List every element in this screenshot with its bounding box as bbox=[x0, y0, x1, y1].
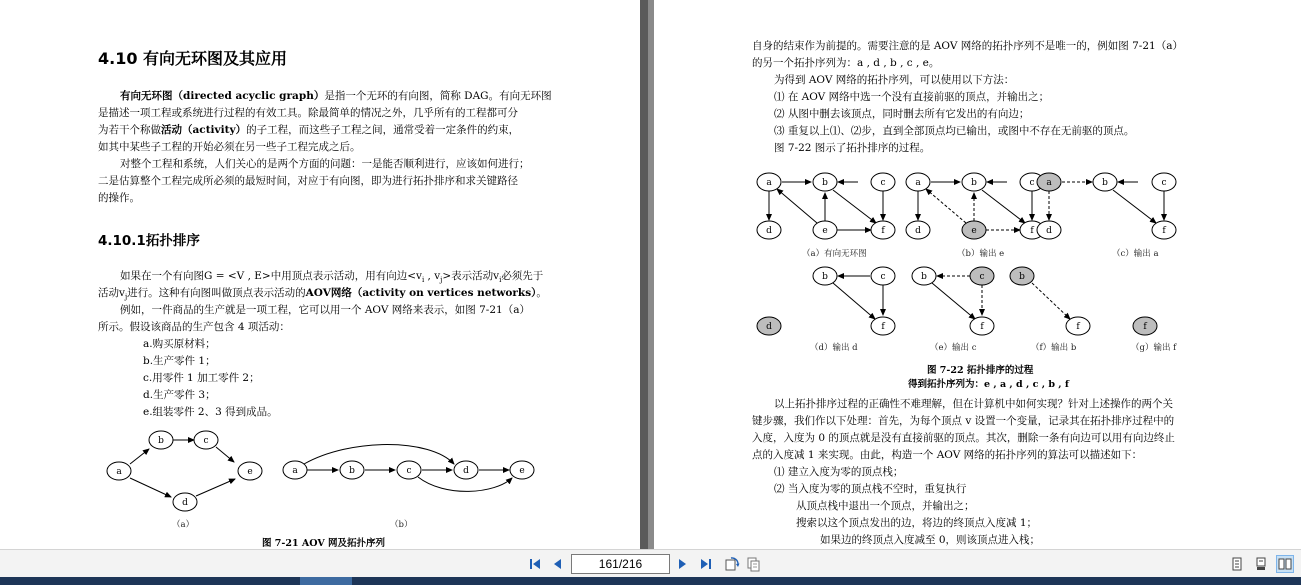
thumbnail-button[interactable] bbox=[745, 555, 763, 573]
first-page-icon bbox=[528, 557, 542, 571]
list-item: e.组装零件 2、3 得到成品。 bbox=[143, 406, 278, 418]
list-item: b.生产零件 1； bbox=[143, 355, 216, 367]
svg-text:c: c bbox=[880, 272, 886, 282]
svg-text:c: c bbox=[1029, 178, 1035, 188]
paragraph-line: 入度，入度为 0 的顶点就是没有直接前驱的顶点。其次，删除一条有向边可以用有向边终止 bbox=[752, 432, 1175, 444]
section-title: 4.10 有向无环图及其应用 bbox=[98, 49, 288, 68]
paragraph-line: 为得到 AOV 网络的拓扑序列，可以使用以下方法： bbox=[774, 74, 1015, 86]
single-page-view-button[interactable] bbox=[1228, 555, 1246, 573]
figure-sub-caption: （b） bbox=[390, 520, 413, 530]
svg-text:a: a bbox=[766, 178, 772, 188]
svg-text:b: b bbox=[822, 178, 828, 188]
svg-text:f: f bbox=[1076, 322, 1080, 332]
paragraph-line: 的另一个拓扑序列为：a , d , b , c , e。 bbox=[752, 57, 940, 69]
svg-text:d: d bbox=[766, 226, 772, 236]
figure-sub-caption: （b）输出 e bbox=[957, 249, 1005, 259]
algorithm-step: ⑴ 建立入度为零的顶点栈； bbox=[774, 466, 904, 478]
figure-caption: 图 7-22 拓扑排序的过程 bbox=[927, 365, 1034, 376]
figure-sub-caption: （a）有向无环图 bbox=[802, 249, 867, 259]
svg-text:b: b bbox=[1019, 272, 1025, 282]
paragraph-line: 以上拓扑排序过程的正确性不难理解，但在计算机中如何实现？针对上述操作的两个关 bbox=[774, 398, 1173, 410]
method-step: ⑶ 重复以上⑴、⑵步，直到全部顶点均已输出，或图中不存在无前驱的顶点。 bbox=[774, 125, 1135, 137]
two-page-view-button[interactable] bbox=[1276, 555, 1294, 573]
svg-text:a: a bbox=[915, 178, 921, 188]
last-page-icon bbox=[699, 557, 713, 571]
svg-text:a: a bbox=[1046, 178, 1052, 188]
svg-text:d: d bbox=[915, 226, 921, 236]
figure-sub-caption: （g）输出 f bbox=[1131, 343, 1177, 353]
figure-7-22 bbox=[752, 166, 1222, 366]
svg-text:b: b bbox=[971, 178, 977, 188]
svg-text:c: c bbox=[880, 178, 886, 188]
svg-text:f: f bbox=[881, 322, 885, 332]
next-page-icon bbox=[675, 557, 689, 571]
svg-text:d: d bbox=[463, 466, 469, 476]
figure-sub-caption: （d）输出 d bbox=[810, 343, 858, 353]
rotate-button[interactable] bbox=[723, 555, 741, 573]
edge-b-a-d bbox=[304, 445, 454, 465]
next-page-button[interactable] bbox=[673, 555, 691, 573]
svg-text:d: d bbox=[182, 498, 188, 508]
svg-text:f: f bbox=[1143, 322, 1147, 332]
method-step: ⑵ 从图中删去该顶点，同时删去所有它发出的有向边； bbox=[774, 108, 1030, 120]
svg-text:f: f bbox=[881, 226, 885, 236]
svg-text:c: c bbox=[1161, 178, 1167, 188]
svg-text:b: b bbox=[822, 272, 828, 282]
figure-sub-caption: （c）输出 a bbox=[1112, 249, 1159, 259]
svg-text:a: a bbox=[292, 466, 298, 476]
svg-text:b: b bbox=[1102, 178, 1108, 188]
paragraph-line: 图 7-22 图示了拓扑排序的过程。 bbox=[774, 142, 931, 154]
continuous-icon bbox=[1254, 557, 1268, 571]
os-taskbar bbox=[0, 577, 1301, 585]
algorithm-step: 搜索以这个顶点发出的边，将边的终顶点入度减 1； bbox=[796, 517, 1038, 529]
paragraph-line: 活动$v_j$进行。这种有向图叫做顶点表示活动的AOV网络（activity on vertices networks）。 bbox=[98, 287, 547, 302]
svg-text:f: f bbox=[1162, 226, 1166, 236]
paragraph-line: 键步骤，我们作以下处理：首先，为每个顶点 v 设置一个变量，记录其在拓扑排序过程中的 bbox=[752, 415, 1175, 427]
svg-text:f: f bbox=[1030, 226, 1034, 236]
svg-text:b: b bbox=[158, 436, 164, 446]
figure-sub-caption: （f）输出 b bbox=[1031, 343, 1077, 353]
paragraph-line: 如果在一个有向图G = <V , E>中用顶点表示活动，用有向边$<v_i$ , $v_j>$表示活动$v_i$必须先于 bbox=[120, 270, 544, 285]
svg-text:e: e bbox=[822, 226, 828, 236]
svg-text:e: e bbox=[519, 466, 525, 476]
svg-text:d: d bbox=[766, 322, 772, 332]
continuous-view-button[interactable] bbox=[1252, 555, 1270, 573]
svg-text:a: a bbox=[116, 467, 122, 477]
algorithm-step: 如果边的终顶点入度减至 0，则该顶点进入栈； bbox=[820, 534, 1041, 546]
edge-d-e bbox=[196, 479, 235, 496]
svg-text:b: b bbox=[921, 272, 927, 282]
figure-sub-caption: （e）输出 c bbox=[930, 343, 977, 353]
prev-page-icon bbox=[551, 557, 565, 571]
figure-caption-sequence: 得到拓扑序列为：e , a , d , c , b , f bbox=[908, 379, 1069, 390]
last-page-button[interactable] bbox=[697, 555, 715, 573]
first-page-button[interactable] bbox=[526, 555, 544, 573]
subfigure-f bbox=[1032, 283, 1070, 319]
paragraph-line: 点的入度减 1 来实现。由此，构造一个 AOV 网络的拓扑序列的算法可以描述如下： bbox=[752, 449, 1143, 461]
method-step: ⑴ 在 AOV 网络中选一个没有直接前驱的顶点，并输出之； bbox=[774, 91, 1050, 103]
svg-text:d: d bbox=[1046, 226, 1052, 236]
paragraph-line: 是描述一项工程或系统进行过程的有效工具。除最简单的情况之外，几乎所有的工程都可分 bbox=[98, 107, 518, 119]
page-number-input[interactable]: 161/216 bbox=[571, 554, 670, 574]
thumbnail-icon bbox=[746, 556, 762, 572]
list-item: c.用零件 1 加工零件 2； bbox=[143, 372, 260, 384]
prev-page-button[interactable] bbox=[549, 555, 567, 573]
edge-a-b bbox=[130, 449, 149, 464]
paragraph-line: 为若干个称做活动（activity）的子工程，而这些子工程之间，通常受着一定条件的约束， bbox=[98, 124, 520, 136]
paragraph-line: 二是估算整个工程完成所必须的最短时间，对应于有向图，即为进行拓扑排序和求关键路径 bbox=[98, 175, 518, 187]
svg-text:c: c bbox=[203, 436, 209, 446]
paragraph-line: 如其中某些子工程的开始必须在另一些子工程完成之后。 bbox=[98, 141, 361, 153]
paragraph-line: 自身的结束作为前提的。需要注意的是 AOV 网络的拓扑序列不是唯一的，例如图 7-21（a） bbox=[752, 40, 1183, 52]
figure-sub-caption: （a） bbox=[172, 520, 195, 530]
paragraph-line: 有向无环图（directed acyclic graph）是指一个无环的有向图，简称 DAG。有向无环图 bbox=[120, 90, 552, 102]
single-page-icon bbox=[1230, 557, 1244, 571]
paragraph-line: 的操作。 bbox=[98, 192, 140, 204]
paragraph-line: 所示。假设该商品的生产包含 4 项活动： bbox=[98, 321, 290, 333]
list-item: a.购买原材料； bbox=[143, 338, 216, 350]
figure-7-21 bbox=[100, 424, 550, 520]
svg-text:f: f bbox=[980, 322, 984, 332]
subsection-title: 4.10.1拓扑排序 bbox=[98, 233, 200, 249]
edge-a-d bbox=[130, 478, 171, 497]
algorithm-step: ⑵ 当入度为零的顶点栈不空时，重复执行 bbox=[774, 483, 967, 495]
svg-text:c: c bbox=[979, 272, 985, 282]
svg-text:c: c bbox=[406, 466, 412, 476]
svg-text:b: b bbox=[349, 466, 355, 476]
right-page bbox=[654, 0, 1301, 549]
paragraph-line: 对整个工程和系统，人们关心的是两个方面的问题：一是能否顺利进行，应该如何进行； bbox=[120, 158, 530, 170]
two-page-icon bbox=[1278, 557, 1292, 571]
edge-c-e bbox=[216, 447, 234, 462]
list-item: d.生产零件 3； bbox=[143, 389, 216, 401]
svg-text:e: e bbox=[971, 226, 977, 236]
paragraph-line: 例如，一件商品的生产就是一项工程，它可以用一个 AOV 网络来表示，如图 7-21（a） bbox=[120, 304, 530, 316]
navigation-toolbar bbox=[0, 549, 1301, 577]
left-page bbox=[0, 0, 640, 549]
algorithm-step: 从顶点栈中退出一个顶点，并输出之； bbox=[796, 500, 975, 512]
rotate-icon bbox=[724, 556, 740, 572]
svg-text:e: e bbox=[247, 467, 253, 477]
taskbar-active-app[interactable] bbox=[300, 577, 352, 585]
figure-caption: 图 7-21 AOV 网及拓扑序列 bbox=[262, 538, 386, 549]
